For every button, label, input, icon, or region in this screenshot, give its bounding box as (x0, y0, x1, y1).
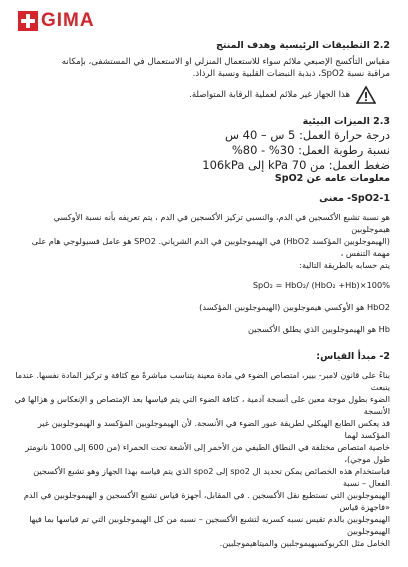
principle-line: فباستخدام هذه الخصائص يمكن تحديد ال spo2 إلى spo2 الذي يتم قياسه بهذا الجهاز وهو تشبع الأكسجين الفعال – نسبة (33, 466, 390, 488)
principle-line: الضوء بطول موجة معين على أنسجة آدمية ، كثافة الضوء التي يتم قياسها بعد الإمتصاص و الإنعكاس و هزالها في الأنسجة (14, 394, 390, 416)
section-2-3-line1: درجة حرارة العمل: 5 س – 40 س (224, 128, 390, 142)
warning-notice (14, 86, 376, 104)
spo2-info-title: معلومات عامه عن SpO2 (274, 173, 390, 184)
gima-logo (18, 10, 100, 32)
principle-line: قد يعكس الطابع الهيكلي لطريقة عبور الضوء في الأنسجة. لأن الهيموجلوبين المؤكسد و الهيموجلوبين غير المؤكسد لهما (37, 418, 390, 440)
section-2-2-title: 2.2 التطبيقات الرئيسية وهدف المنتج (215, 40, 390, 51)
meaning-title: 1-SpO2- معنى (319, 193, 390, 204)
principle-title: 2- مبدأ القياس: (316, 351, 390, 362)
logo-text: GIMA (41, 10, 95, 31)
definition-hbo2: HbO2 هو الأوكسي هيموجلوبين (الهيموجلوبين المؤكسد) (199, 302, 390, 312)
warning-text: هذا الجهاز غير ملائم لعملية الرقابة المتواصلة. (189, 90, 350, 100)
warning-triangle-icon (356, 86, 376, 104)
spo2-formula: SpO₂ = HbO₂/ (HbO₂ +Hb)×100% (252, 280, 390, 290)
medical-cross-icon (18, 11, 38, 31)
section-2-2-line1: مقياس التأكسج الإصبعي ملائم سواء للاستعمال المنزلي او الاستعمال في المستشفى، بإمكانه (61, 57, 390, 67)
principle-line: الهيموجلوبين بالدم تقيس نسبه كسريه لتشبع الأكسجين – نسبه من كل الهيموجلوبين التي تم قياسها بما فيها الهيموجلوبين (29, 514, 390, 536)
meaning-line2: (الهيموجلوبين المؤكسد HbO2) في الهيموجلوبين في الدم الشرياني. SPO2 هو عامل فسيولوجي هام على مهمة التنفس ، (31, 236, 390, 258)
section-2-3-line2: نسبة رطوبة العمل: 30% - 80% (231, 143, 390, 157)
section-2-3-title: 2.3 الميزات البيئية (302, 116, 390, 127)
principle-line: خاصية امتصاص مختلفة في النطاق الطيفي من الأحمر إلى الأشعة تحت الحمراء (من 600 إلى 1000 نانومتر طول موجي)، (25, 442, 390, 464)
principle-line: الخامل مثل الكربوكسيهيموجلبين والميتاهيموجلبين. (219, 538, 390, 548)
meaning-line1: هو نسبة تشبع الأكسجين في الدم، والنسبي تركيز الأكسجين في الدم ، يتم تعريفه بأنه نسبة الأوكسي هيموجلوبين (53, 212, 390, 234)
section-2-3-line3: ضغط العمل: من 70 kPa إلى 106kPa (202, 158, 390, 172)
principle-line: بناءً على قانون لامبر- بيير، امتصاص الضوء في مادة معينة يتناسب مباشرةً مع كثافة و تركيز المادة نفسها. عندما ينبعث (15, 370, 390, 392)
section-2-2-line2: مراقبة نسبة SpO2، ذبذبة النبضات القلبية ونسبة الرذاذ. (192, 69, 390, 79)
manual-page-content (14, 40, 390, 549)
definition-hb: Hb هو الهيموجلوبين الذي يطلق الأكسجين (247, 324, 390, 334)
principle-line: الهيموجلوبين التي تستطيع نقل الأكسجين . في المقابل، أجهزة قياس تشبع الأكسجين و الهيموجلوبين في الدم «فاجهزة قياس (23, 490, 390, 512)
meaning-line3: يتم حسابه بالطريقة التالية: (299, 260, 390, 270)
